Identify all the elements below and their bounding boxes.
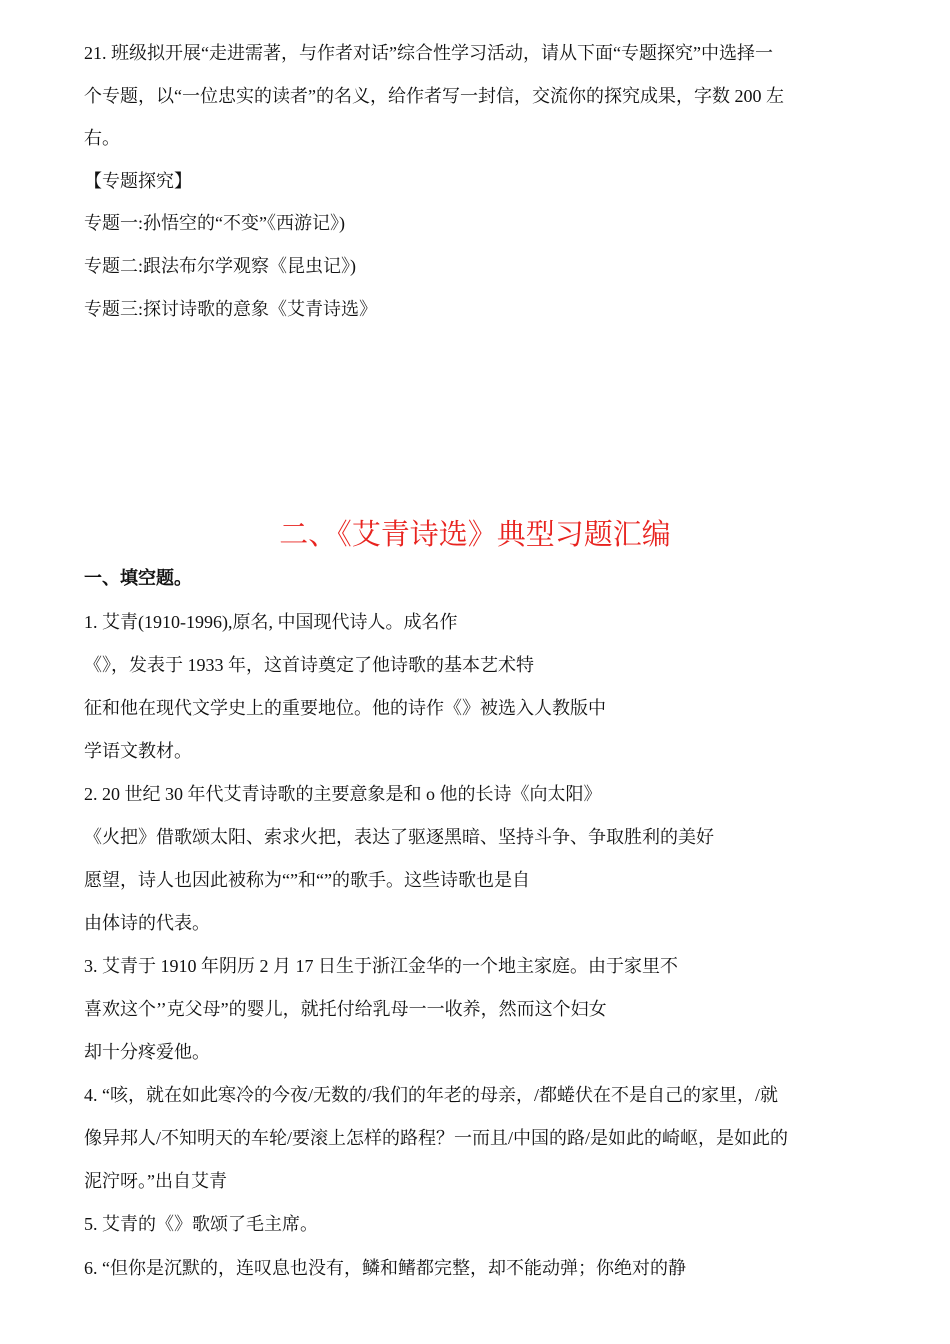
item-line-15: 5. 艾青的《》歌颂了毛主席。 — [84, 1214, 318, 1234]
item-line-14: 泥泞呀。”出自艾青 — [84, 1171, 227, 1191]
item-line-12: 4. “咳，就在如此寒冷的今夜/无数的/我们的年老的母亲，/都蜷伏在不是自己的家里，/就 — [84, 1085, 778, 1105]
q21-line-1: 21. 班级拟开展“走进需著，与作者对话”综合性学习活动，请从下面“专题探究”中选择一 — [84, 43, 773, 63]
item-line-8: 由体诗的代表。 — [84, 913, 210, 933]
topic-1: 专题一:孙悟空的“不变”《西游记》) — [84, 213, 345, 233]
q21-line-2: 个专题，以“一位忠实的读者”的名义，给作者写一封信，交流你的探究成果，字数 200 左 — [84, 86, 784, 106]
item-line-5: 2. 20 世纪 30 年代艾青诗歌的主要意象是和 o 他的长诗《向太阳》 — [84, 784, 602, 804]
item-line-9: 3. 艾青于 1910 年阴历 2 月 17 日生于浙江金华的一个地主家庭。由于家里不 — [84, 956, 678, 976]
item-line-4: 学语文教材。 — [84, 741, 192, 761]
item-line-3: 征和他在现代文学史上的重要地位。他的诗作《》被选入人教版中 — [84, 698, 606, 718]
topic-3: 专题三:探讨诗歌的意象《艾青诗选》 — [84, 299, 377, 319]
q21-line-3: 右。 — [84, 128, 120, 148]
item-line-16: 6. “但你是沉默的，连叹息也没有，鳞和鳍都完整，却不能动弹；你绝对的静 — [84, 1258, 686, 1278]
item-line-10: 喜欢这个’’克父母”的婴儿，就托付给乳母一一收养，然而这个妇女 — [84, 999, 607, 1019]
item-line-13: 像异邦人/不知明天的车轮/要滚上怎样的路程？一而且/中国的路/是如此的崎岖，是如此的 — [84, 1128, 788, 1148]
item-line-11: 却十分疼爱他。 — [84, 1042, 210, 1062]
topic-2: 专题二:跟法布尔学观察《昆虫记》) — [84, 256, 356, 276]
part-heading: 一、填空题。 — [84, 568, 192, 589]
item-line-2: 《》，发表于 1933 年，这首诗奠定了他诗歌的基本艺术特 — [84, 655, 534, 675]
item-line-7: 愿望，诗人也因此被称为“”和“”的歌手。这些诗歌也是自 — [84, 870, 530, 890]
item-line-1: 1. 艾青(1910-1996),原名, 中国现代诗人。成名作 — [84, 612, 458, 632]
section-title: 二、《艾青诗选》典型习题汇编 — [279, 517, 671, 551]
topic-heading: 【专题探究】 — [84, 171, 192, 191]
item-line-6: 《火把》借歌颂太阳、索求火把，表达了驱逐黑暗、坚持斗争、争取胜利的美好 — [84, 827, 714, 847]
